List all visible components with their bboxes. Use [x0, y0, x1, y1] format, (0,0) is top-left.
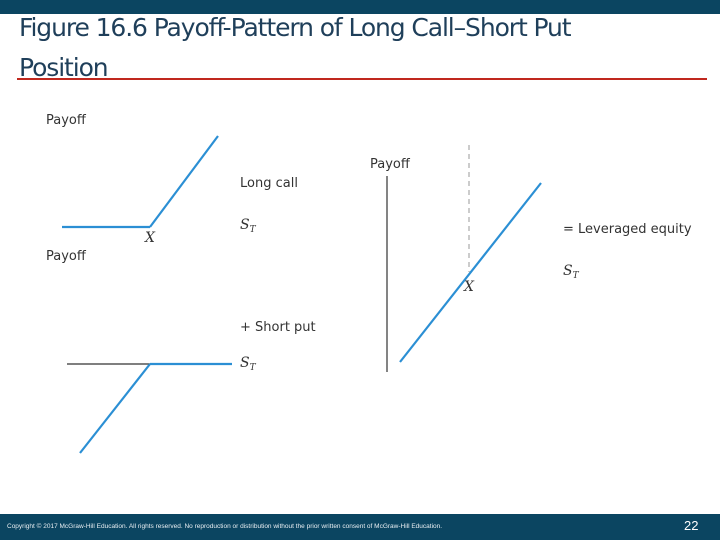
short-put-payoff-label: Payoff — [46, 249, 86, 264]
leveraged-equity-strike-label: X — [464, 279, 474, 295]
slide-title: Figure 16.6 Payoff-Pattern of Long Call–Short Put Position — [19, 13, 571, 82]
long-call-x-axis-label: $S_T$ — [240, 217, 256, 235]
short-put-x-axis-label: $S_T$ — [240, 355, 256, 373]
long-call-strike-label: X — [145, 230, 155, 246]
footer-bar — [0, 514, 720, 540]
leveraged-equity-x-axis-label: $S_T$ — [563, 263, 579, 281]
long-call-payoff-label: Payoff — [46, 113, 86, 128]
copyright-notice: Copyright © 2017 McGraw-Hill Education. All rights reserved. No reproduction or distribution without the prior written consent of McGraw-Hill Education. — [7, 523, 443, 530]
leveraged-equity-payoff-line — [400, 183, 541, 362]
leveraged-equity-caption: = Leveraged equity — [563, 222, 692, 237]
page-number: 22 — [684, 518, 699, 533]
long-call-rising-segment — [150, 136, 218, 227]
long-call-caption: Long call — [240, 176, 298, 191]
short-put-falling-segment — [80, 364, 150, 453]
leveraged-equity-payoff-label: Payoff — [370, 157, 410, 172]
short-put-caption: + Short put — [240, 320, 316, 335]
